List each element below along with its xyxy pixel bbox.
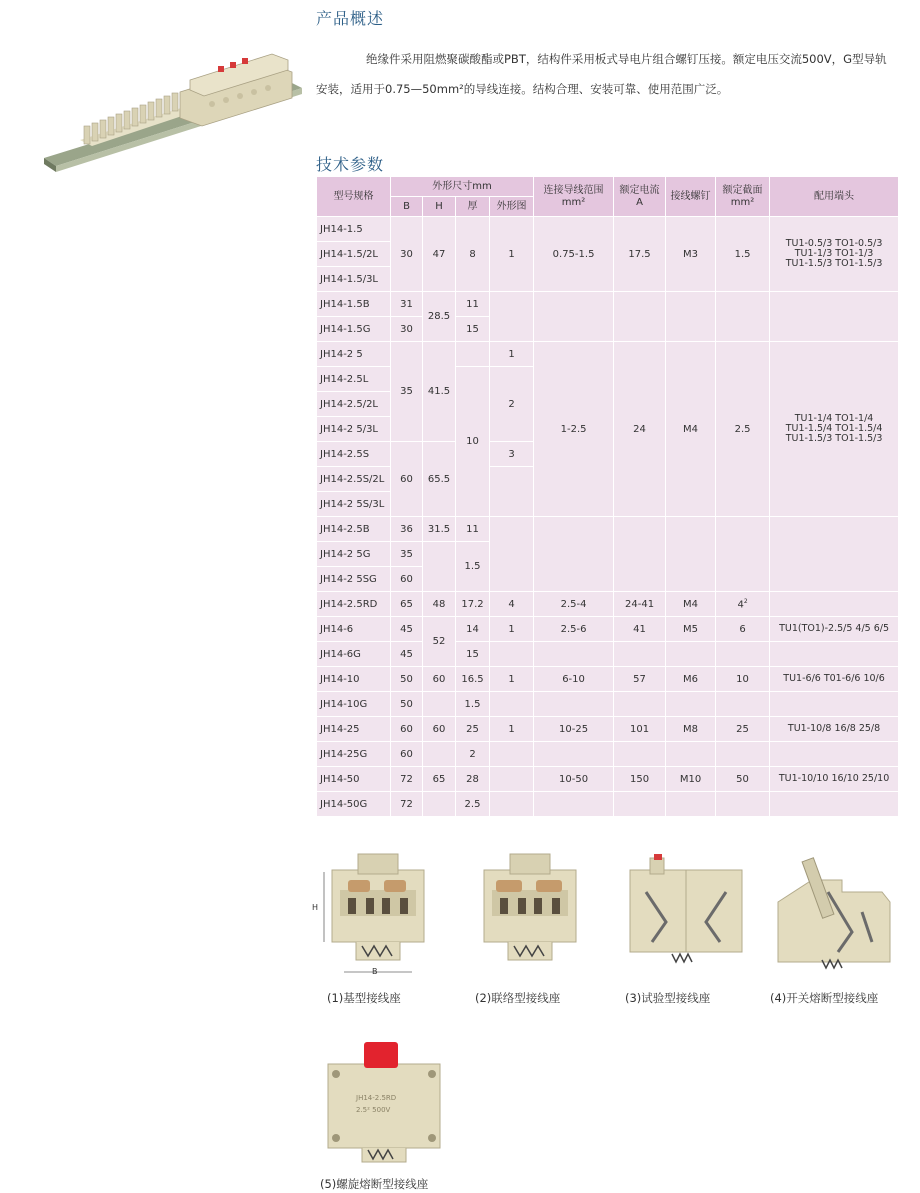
model-cell: JH14-1.5/2L xyxy=(317,242,391,267)
header-ends: 配用端头 xyxy=(770,177,899,217)
cell-ends: TU1(TO1)-2.5/5 4/5 6/5 xyxy=(770,617,899,642)
header-range: 连接导线范围 mm² xyxy=(534,177,614,217)
cell-screw: M5 xyxy=(666,617,716,642)
cell-section: 25 xyxy=(716,717,770,742)
cell-b: 30 xyxy=(391,217,423,292)
fuse-rating-label: 2.5² 500V xyxy=(356,1106,391,1114)
cell-ends: TU1-10/10 16/10 25/10 xyxy=(770,767,899,792)
cell-thick: 11 xyxy=(456,517,490,542)
params-title: 技术参数 xyxy=(316,155,385,174)
model-cell: JH14-10G xyxy=(317,692,391,717)
cell-thick: 2.5 xyxy=(456,792,490,817)
cell-section: 6 xyxy=(716,617,770,642)
cell-section: 1.5 xyxy=(716,217,770,292)
cell-shape: 3 xyxy=(490,442,534,467)
cell-shape: 1 xyxy=(490,617,534,642)
terminal-strip-image xyxy=(40,40,310,184)
header-h: H xyxy=(423,197,456,217)
model-cell: JH14-50G xyxy=(317,792,391,817)
model-cell: JH14-1.5G xyxy=(317,317,391,342)
cell-current: 17.5 xyxy=(614,217,666,292)
model-cell: JH14-2 5S/3L xyxy=(317,492,391,517)
cell-h: 28.5 xyxy=(423,292,456,342)
cell-b: 31 xyxy=(391,292,423,317)
cell-thick: 10 xyxy=(456,367,490,517)
cell-range: 10-25 xyxy=(534,717,614,742)
cell-h: 65.5 xyxy=(423,442,456,517)
figure-caption-4: (4)开关熔断型接线座 xyxy=(770,991,879,1005)
cell-b: 36 xyxy=(391,517,423,542)
base-terminal-image xyxy=(318,850,438,984)
dimension-h-label: H xyxy=(312,903,319,912)
cell-b: 60 xyxy=(391,742,423,767)
cell-shape: 4 xyxy=(490,592,534,617)
cell-h: 48 xyxy=(423,592,456,617)
overview-title: 产品概述 xyxy=(316,9,385,28)
model-cell: JH14-1.5/3L xyxy=(317,267,391,292)
cell-b: 60 xyxy=(391,567,423,592)
model-cell: JH14-10 xyxy=(317,667,391,692)
cell-thick: 15 xyxy=(456,317,490,342)
model-cell: JH14-1.5 xyxy=(317,217,391,242)
cell-current: 24-41 xyxy=(614,592,666,617)
cell-b: 72 xyxy=(391,792,423,817)
cell-b: 60 xyxy=(391,442,423,517)
cell-b: 30 xyxy=(391,317,423,342)
cell-h: 31.5 xyxy=(423,517,456,542)
cell-thick: 16.5 xyxy=(456,667,490,692)
switch-fuse-terminal-image xyxy=(772,852,897,981)
cell-ends: TU1-0.5/3 TO1-0.5/3 TU1-1/3 TO1-1/3 TU1-1.5/3 TO1-1.5/3 xyxy=(770,217,899,292)
cell-current: 41 xyxy=(614,617,666,642)
header-shape: 外形图 xyxy=(490,197,534,217)
cell-range: 2.5-6 xyxy=(534,617,614,642)
model-cell: JH14-2.5L xyxy=(317,367,391,392)
cell-thick: 25 xyxy=(456,717,490,742)
figure-caption-5: (5)螺旋熔断型接线座 xyxy=(320,1177,429,1191)
cell-screw: M4 xyxy=(666,342,716,517)
cell-screw: M6 xyxy=(666,667,716,692)
cell-b: 60 xyxy=(391,717,423,742)
header-current: 额定电流 A xyxy=(614,177,666,217)
cell-shape: 1 xyxy=(490,667,534,692)
cell-h: 47 xyxy=(423,217,456,292)
cell-h: 52 xyxy=(423,617,456,667)
header-section: 额定截面 mm² xyxy=(716,177,770,217)
linked-terminal-image xyxy=(470,850,590,984)
cell-screw: M8 xyxy=(666,717,716,742)
figure-caption-2: (2)联络型接线座 xyxy=(475,991,561,1005)
cell-thick: 14 xyxy=(456,617,490,642)
model-cell: JH14-2.5/2L xyxy=(317,392,391,417)
cell-ends: TU1-1/4 TO1-1/4 TU1-1.5/4 TO1-1.5/4 TU1-1.5/3 TO1-1.5/3 xyxy=(770,342,899,517)
test-terminal-image xyxy=(622,852,752,976)
dimension-b-label: B xyxy=(372,967,378,976)
cell-b: 50 xyxy=(391,692,423,717)
cell-thick: 2 xyxy=(456,742,490,767)
cell-section: 50 xyxy=(716,767,770,792)
cell-screw: M3 xyxy=(666,217,716,292)
cell-thick: 28 xyxy=(456,767,490,792)
cell-current: 24 xyxy=(614,342,666,517)
cell-range: 10-50 xyxy=(534,767,614,792)
cell-b: 45 xyxy=(391,617,423,642)
cell-ends: TU1-6/6 T01-6/6 10/6 xyxy=(770,667,899,692)
cell-current: 150 xyxy=(614,767,666,792)
model-cell: JH14-6G xyxy=(317,642,391,667)
screw-fuse-terminal-image xyxy=(322,1040,447,1172)
cell-ends: TU1-10/8 16/8 25/8 xyxy=(770,717,899,742)
cell-b: 72 xyxy=(391,767,423,792)
overview-text: 绝缘件采用阻燃聚碳酸酯或PBT，结构件采用板式导电片组合螺钉压接。额定电压交流500V，G型导轨安装，适用于0.75—50mm²的导线连接。结构合理、安装可靠、使用范围广泛。 xyxy=(316,52,887,96)
model-cell: JH14-2.5S xyxy=(317,442,391,467)
cell-b: 65 xyxy=(391,592,423,617)
cell-h: 41.5 xyxy=(423,342,456,442)
cell-shape: 1 xyxy=(490,717,534,742)
model-cell: JH14-2 5/3L xyxy=(317,417,391,442)
header-thick: 厚 xyxy=(456,197,490,217)
cell-h: 60 xyxy=(423,717,456,742)
cell-thick: 8 xyxy=(456,217,490,292)
cell-section: 2.5 xyxy=(716,342,770,517)
header-screw: 接线螺钉 xyxy=(666,177,716,217)
model-cell: JH14-2 5SG xyxy=(317,567,391,592)
model-cell: JH14-2.5RD xyxy=(317,592,391,617)
model-cell: JH14-2.5S/2L xyxy=(317,467,391,492)
cell-current: 57 xyxy=(614,667,666,692)
cell-thick: 11 xyxy=(456,292,490,317)
cell-shape: 1 xyxy=(490,342,534,367)
cell-range: 2.5-4 xyxy=(534,592,614,617)
cell-thick: 1.5 xyxy=(456,542,490,592)
model-cell: JH14-2 5 xyxy=(317,342,391,367)
cell-thick: 15 xyxy=(456,642,490,667)
cell-b: 50 xyxy=(391,667,423,692)
cell-current: 101 xyxy=(614,717,666,742)
model-cell: JH14-25G xyxy=(317,742,391,767)
cell-shape: 1 xyxy=(490,217,534,292)
cell-screw: M10 xyxy=(666,767,716,792)
model-cell: JH14-1.5B xyxy=(317,292,391,317)
cell-range: 6-10 xyxy=(534,667,614,692)
cell-h: 65 xyxy=(423,767,456,792)
header-model: 型号规格 xyxy=(317,177,391,217)
model-cell: JH14-25 xyxy=(317,717,391,742)
cell-screw: M4 xyxy=(666,592,716,617)
cell-b: 35 xyxy=(391,542,423,567)
cell-thick: 17.2 xyxy=(456,592,490,617)
model-cell: JH14-6 xyxy=(317,617,391,642)
cell-b: 45 xyxy=(391,642,423,667)
model-cell: JH14-50 xyxy=(317,767,391,792)
cell-section: $4^2$ xyxy=(716,592,770,617)
cell-section: 10 xyxy=(716,667,770,692)
figure-caption-3: (3)试验型接线座 xyxy=(625,991,711,1005)
spec-table xyxy=(316,176,899,817)
cell-h: 60 xyxy=(423,667,456,692)
header-dims: 外形尺寸mm xyxy=(391,177,534,197)
cell-range: 0.75-1.5 xyxy=(534,217,614,292)
cell-range: 1-2.5 xyxy=(534,342,614,517)
model-cell: JH14-2 5G xyxy=(317,542,391,567)
header-b: B xyxy=(391,197,423,217)
model-cell: JH14-2.5B xyxy=(317,517,391,542)
figure-caption-1: (1)基型接线座 xyxy=(327,991,401,1005)
cell-shape: 2 xyxy=(490,367,534,442)
cell-thick: 1.5 xyxy=(456,692,490,717)
fuse-model-label: JH14-2.5RD xyxy=(356,1094,397,1102)
cell-b: 35 xyxy=(391,342,423,442)
